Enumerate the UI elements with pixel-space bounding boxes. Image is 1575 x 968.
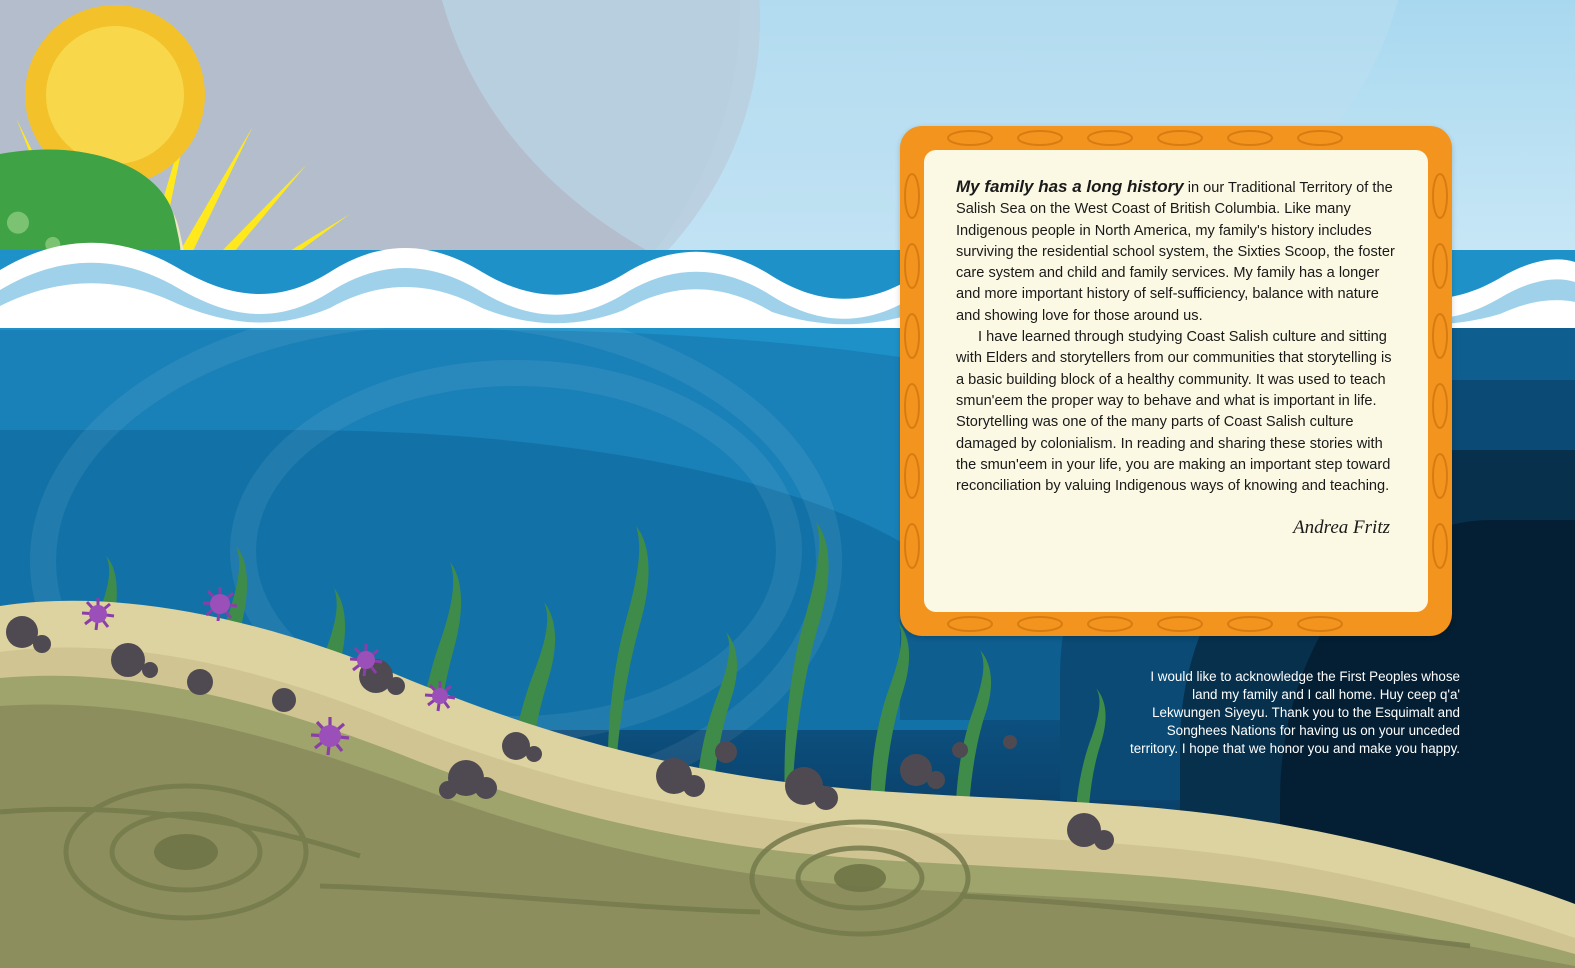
author-note-lead: My family has a long history [956, 177, 1184, 196]
land-acknowledgement: I would like to acknowledge the First Peoples whose land my family and I call home. Huy ceep q'a' Lekwungen Siyeyu. Thank you to the Esquimalt and Songhees Nations for having us on your unceded territory. I hope that we honor you and make you happy. [1130, 669, 1460, 756]
author-note-paragraph-1-text: in our Traditional Territory of the Salish Sea on the West Coast of British Columbia. Like many Indigenous people in North America, my family's history includes surviving the residential school system, the Sixties Scoop, the foster care system and child and family services. My family has a longer and more important history of self-sufficiency, balance with nature and showing love for those around us. [956, 180, 1395, 324]
author-signature: Andrea Fritz [1293, 517, 1390, 539]
author-note-paper [924, 150, 1428, 612]
author-note-panel [900, 126, 1452, 636]
sun-inner-disc [46, 26, 184, 164]
author-note-paragraph-2: I have learned through studying Coast Salish culture and sitting with Elders and storytellers from our communities that storytelling is a basic building block of a healthy community. It was used to teach smun'eem the proper way to behave and what is important in life. Storytelling was one of the many parts of Coast Salish culture damaged by colonialism. In reading and sharing these stories with the smun'eem in your life, you are making an important step toward reconciliation by valuing Indigenous ways of knowing and teaching. [956, 329, 1392, 495]
author-note-paragraph-1 [956, 176, 1398, 327]
